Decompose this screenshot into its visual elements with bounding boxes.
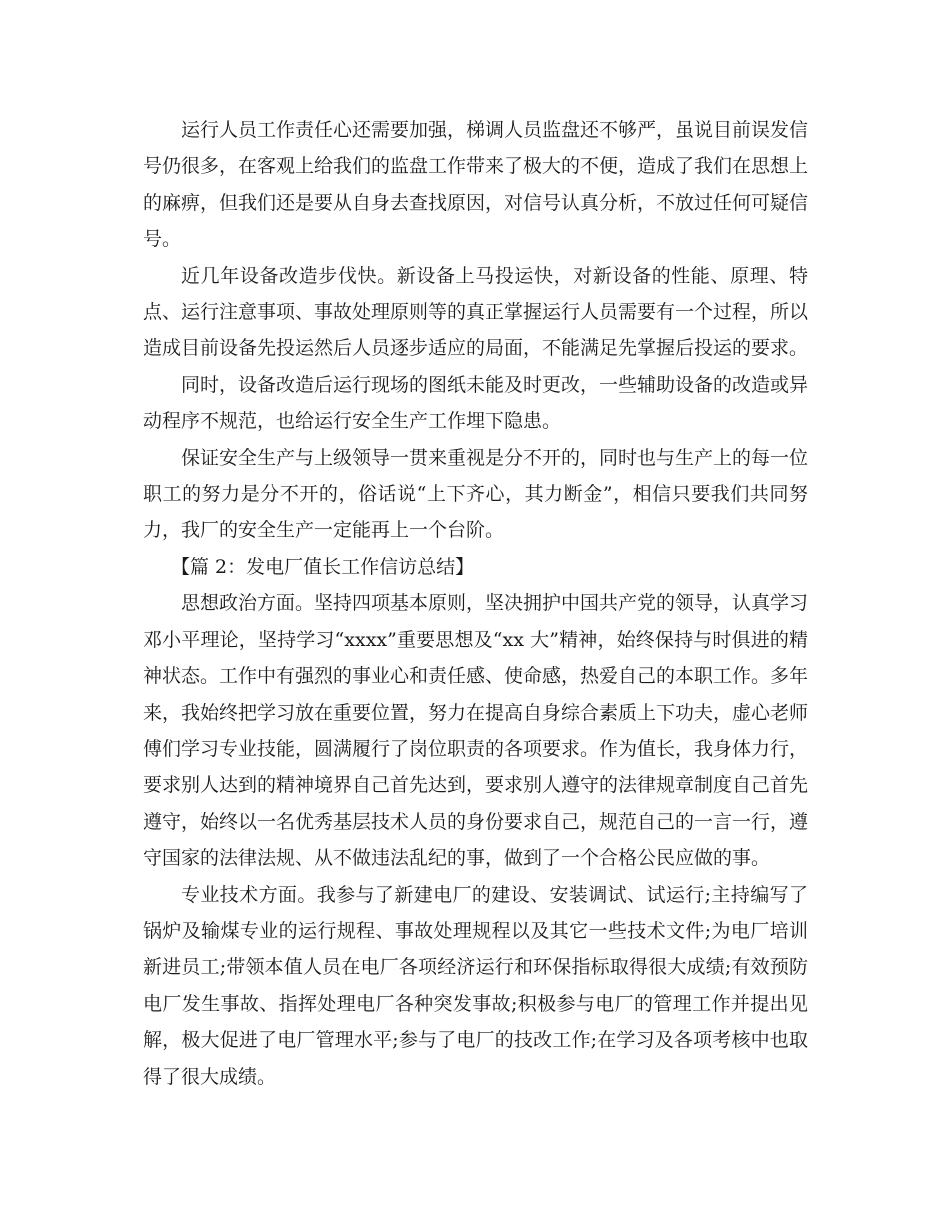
document-page: [143, 112, 808, 1095]
paragraph-operator-responsibility: 运行人员工作责任心还需要加强，梯调人员监盘还不够严，虽说目前误发信号仍很多，在客观上给我们的监盘工作带来了极大的不便，造成了我们在思想上的麻痹，但我们还是要从自身去查找原因，对信号认真分析，不放过任何可疑信号。: [143, 119, 809, 251]
paragraph-drawings-update: 同时，设备改造后运行现场的图纸未能及时更改，一些辅助设备的改造或异动程序不规范，也给运行安全生产工作埋下隐患。: [143, 373, 809, 433]
section-heading: 【篇 2：发电厂值长工作信访总结】: [171, 555, 475, 578]
paragraph-equipment-upgrade: 近几年设备改造步伐快。新设备上马投运快，对新设备的性能、原理、特点、运行注意事项、事故处理原则等的真正掌握运行人员需要有一个过程，所以造成目前设备先投运然后人员逐步适应的局面，不能满足先掌握后投运的要求。: [143, 264, 809, 360]
paragraph-professional-technique: 专业技术方面。我参与了新建电厂的建设、安装调试、试运行;主持编写了锅炉及输煤专业的运行规程、事故处理规程以及其它一些技术文件;为电厂培训新进员工;带领本值人员在电厂各项经济运行和环保指标取得很大成绩;有效预防电厂发生事故、指挥处理电厂各种突发事故;积极参与电厂的管理工作并提出见解，极大促进了电厂管理水平;参与了电厂的技改工作;在学习及各项考核中也取得了很大成绩。: [143, 883, 808, 1088]
paragraph-safety-production: 保证安全生产与上级领导一贯来重视是分不开的，同时也与生产上的每一位职工的努力是分不开的，俗话说“上下齐心，其力断金”，相信只要我们共同努力，我厂的安全生产一定能再上一个台阶。: [143, 446, 809, 542]
paragraph-political-thought: 思想政治方面。坚持四项基本原则，坚决拥护中国共产党的领导，认真学习邓小平理论，坚持学习“xxxx”重要思想及“xx 大”精神，始终保持与时俱进的精神状态。工作中有强烈的事业心和责任感、使命感，热爱自己的本职工作。多年来，我始终把学习放在重要位置，努力在提高自身综合素质上下功夫，虚心老师傅们学习专业技能，圆满履行了岗位职责的各项要求。作为值长，我身体力行，要求别人达到的精神境界自己首先达到，要求别人遵守的法律规章制度自己首先遵守，始终以一名优秀基层技术人员的身份要求自己，规范自己的一言一行，遵守国家的法律法规、从不做违法乱纪的事，做到了一个合格公民应做的事。: [143, 592, 809, 870]
